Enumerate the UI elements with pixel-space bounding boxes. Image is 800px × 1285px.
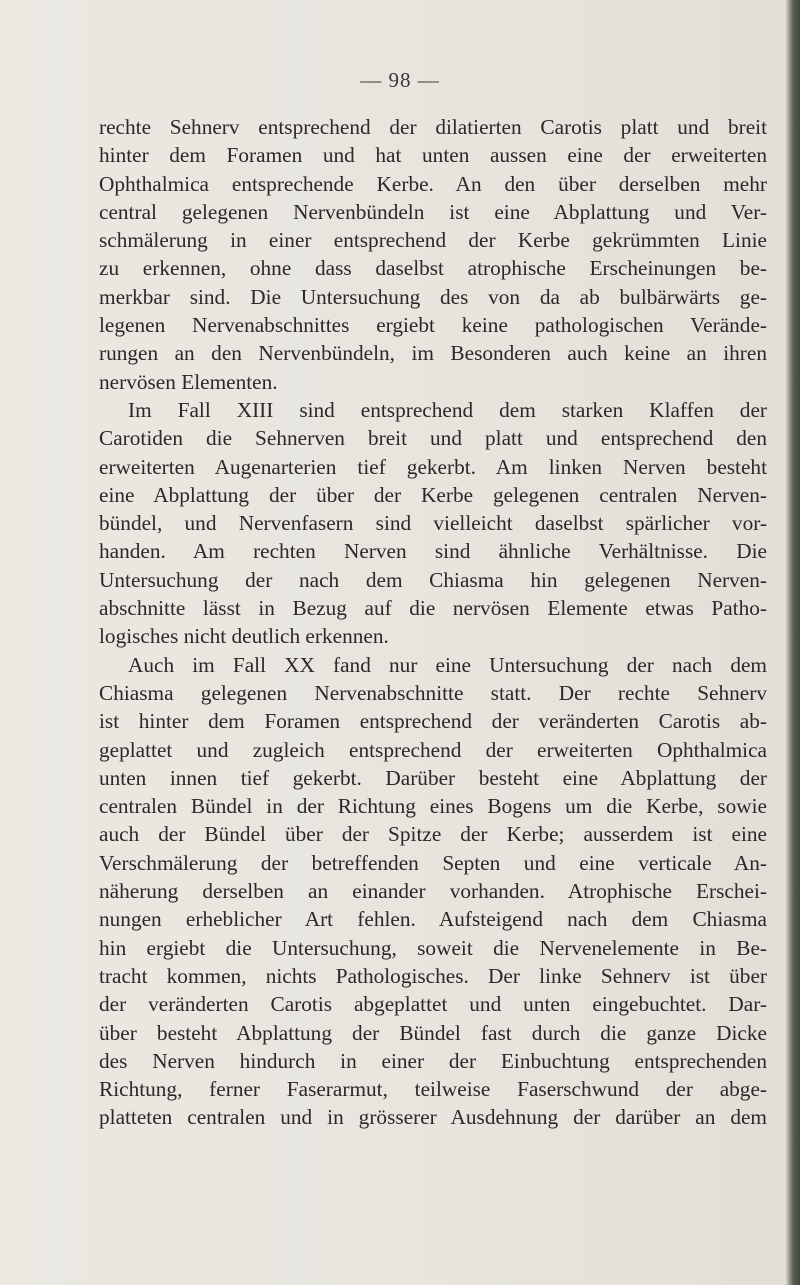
text-line: bündel, und Nervenfasern sind vielleicht daselbst spärlicher vor-: [99, 511, 767, 536]
text-line: der veränderten Carotis abgeplattet und unten eingebuchtet. Dar-: [99, 992, 767, 1017]
text-line: platteten centralen und in grösserer Ausdehnung der darüber an dem: [99, 1105, 767, 1130]
page-edge-shadow: [786, 0, 800, 1285]
text-line: unten innen tief gekerbt. Darüber besteht eine Abplattung der: [99, 765, 767, 790]
text-line: legenen Nervenabschnittes ergiebt keine pathologischen Verände-: [99, 313, 767, 338]
text-line: logisches nicht deutlich erkennen.: [99, 624, 389, 649]
text-line: hin ergiebt die Untersuchung, soweit die Nervenelemente in Be-: [99, 935, 767, 960]
text-line: über besteht Abplattung der Bündel fast durch die ganze Dicke: [99, 1020, 767, 1045]
text-line: auch der Bündel über der Spitze der Kerbe; ausserdem ist eine: [99, 822, 767, 847]
text-line: Verschmälerung der betreffenden Septen und eine verticale An-: [99, 850, 767, 875]
text-line: Im Fall XIII sind entsprechend dem starken Klaffen der: [128, 397, 767, 422]
text-line: hinter dem Foramen und hat unten aussen eine der erweiterten: [99, 143, 767, 168]
text-line: Carotiden die Sehnerven breit und platt und entsprechend den: [99, 426, 767, 451]
text-line: geplattet und zugleich entsprechend der erweiterten Ophthalmica: [99, 737, 767, 762]
text-line: handen. Am rechten Nerven sind ähnliche Verhältnisse. Die: [99, 539, 767, 564]
text-line: rechte Sehnerv entsprechend der dilatierten Carotis platt und breit: [99, 115, 767, 139]
text-line: Untersuchung der nach dem Chiasma hin gelegenen Nerven-: [99, 567, 767, 592]
text-line: erweiterten Augenarterien tief gekerbt. Am linken Nerven besteht: [99, 454, 767, 479]
text-line: central gelegenen Nervenbündeln ist eine Abplattung und Ver-: [99, 199, 767, 224]
text-line: rungen an den Nervenbündeln, im Besonderen auch keine an ihren: [99, 341, 767, 366]
text-line: eine Abplattung der über der Kerbe gelegenen centralen Nerven-: [99, 482, 767, 507]
text-line: näherung derselben an einander vorhanden. Atrophische Erschei-: [99, 879, 767, 904]
text-line: tracht kommen, nichts Pathologisches. Der linke Sehnerv ist über: [99, 963, 767, 988]
text-line: zu erkennen, ohne dass daselbst atrophische Erscheinungen be-: [99, 256, 767, 281]
text-line: merkbar sind. Die Untersuchung des von da ab bulbärwärts ge-: [99, 284, 767, 309]
text-line: nungen erheblicher Art fehlen. Aufsteigend nach dem Chiasma: [99, 907, 767, 932]
text-line: Richtung, ferner Faserarmut, teilweise Faserschwund der abge-: [99, 1077, 767, 1102]
text-line: des Nerven hindurch in einer der Einbuchtung entsprechenden: [99, 1048, 767, 1073]
text-line: abschnitte lässt in Bezug auf die nervösen Elemente etwas Patho-: [99, 596, 767, 621]
text-line: Chiasma gelegenen Nervenabschnitte statt. Der rechte Sehnerv: [99, 680, 767, 705]
page-number: — 98 —: [360, 68, 440, 92]
text-line: centralen Bündel in der Richtung eines Bogens um die Kerbe, sowie: [99, 794, 767, 819]
text-line: schmälerung in einer entsprechend der Kerbe gekrümmten Linie: [99, 228, 767, 253]
text-line: Auch im Fall XX fand nur eine Untersuchung der nach dem: [128, 652, 767, 677]
text-line: ist hinter dem Foramen entsprechend der veränderten Carotis ab-: [99, 709, 767, 734]
text-line: nervösen Elementen.: [99, 369, 278, 394]
text-line: Ophthalmica entsprechende Kerbe. An den über derselben mehr: [99, 171, 767, 196]
body-text: [99, 113, 767, 1132]
